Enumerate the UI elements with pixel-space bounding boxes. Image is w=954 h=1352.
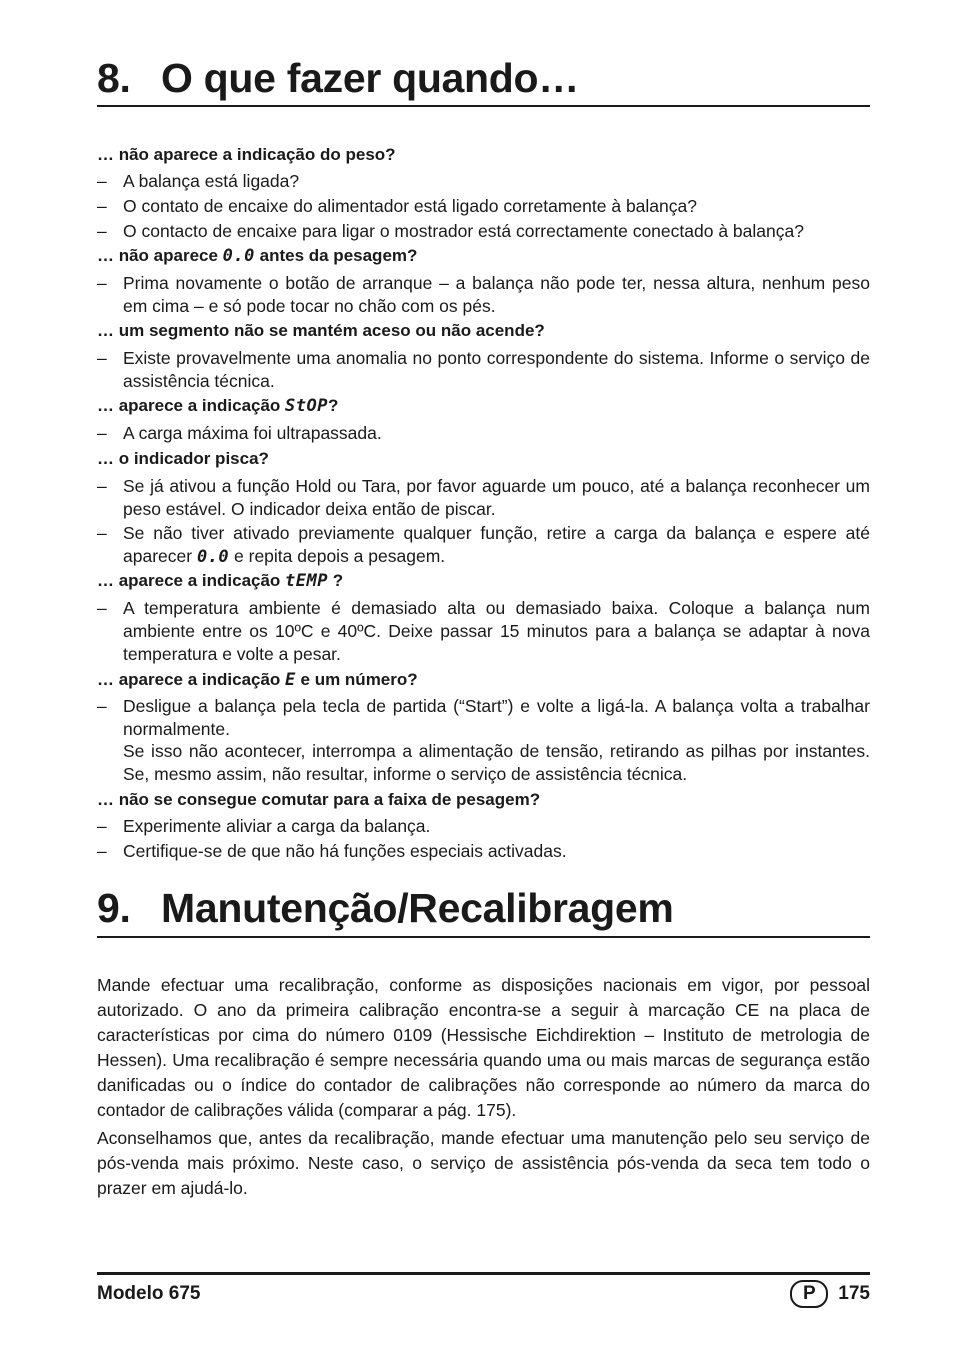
answer-item: – Prima novamente o botão de arranque – a balança não pode ter, nessa altura, nenhum peso em cima – e só pode tocar no chão com os pés. xyxy=(97,273,870,316)
section-9-rule xyxy=(97,936,870,938)
language-badge: P xyxy=(790,1280,828,1308)
paragraph-recalibration: Mande efectuar uma recalibração, conforme as disposições nacionais em vigor, por pessoal autorizado. O ano da primeira calibração encontra-se a seguir à marcação CE na placa de características por cima do número 0109 (Hessische Eichdirektion – Instituto de metrologia de Hessen). Uma recalibração é sempre necessária quando uma ou mais marcas de segurança estão danificadas ou o índice do contador de calibrações não corresponde ao número da marca do contador de calibrações válida (comparar a pág. 175). xyxy=(97,975,870,1120)
section-8-rule xyxy=(97,105,870,107)
section-9-number: 9. xyxy=(97,885,131,931)
display-segment-zero: 0.0 xyxy=(196,547,230,567)
question-no-zero: … não aparece 0.0 antes da pesagem? xyxy=(97,246,418,266)
display-segment-stop: StOP xyxy=(285,396,328,416)
display-segment-zero: 0.0 xyxy=(222,246,255,266)
display-segment-error: E xyxy=(285,670,296,690)
footer-page-info xyxy=(790,1280,870,1308)
question-blinking: … o indicador pisca? xyxy=(97,449,269,468)
question-no-weight: … não aparece a indicação do peso? xyxy=(97,145,396,164)
section-8-number: 8. xyxy=(97,55,131,101)
section-8-heading xyxy=(97,54,870,102)
page-number: 175 xyxy=(838,1283,870,1304)
footer-model: Modelo 675 xyxy=(97,1283,201,1304)
question-error: … aparece a indicação E e um número? xyxy=(97,670,418,690)
section-9-heading xyxy=(97,884,870,932)
question-stop: … aparece a indicação StOP? xyxy=(97,396,339,416)
display-segment-temp: tEMP xyxy=(285,571,328,591)
paragraph-maintenance: Aconselhamos que, antes da recalibração, mande efectuar uma manutenção pelo seu serviço de pós-venda mais próximo. Neste caso, o serviço de assistência pós-venda da seca tem todo o prazer em ajudá-lo. xyxy=(97,1128,870,1198)
question-temp: … aparece a indicação tEMP ? xyxy=(97,571,344,591)
question-segment: … um segmento não se mantém aceso ou não acende? xyxy=(97,321,545,340)
question-range: … não se consegue comutar para a faixa de pesagem? xyxy=(97,790,541,809)
footer-rule xyxy=(97,1272,870,1275)
section-8-title: O que fazer quando… xyxy=(161,55,579,101)
section-9-title: Manutenção/Recalibragem xyxy=(161,885,674,931)
